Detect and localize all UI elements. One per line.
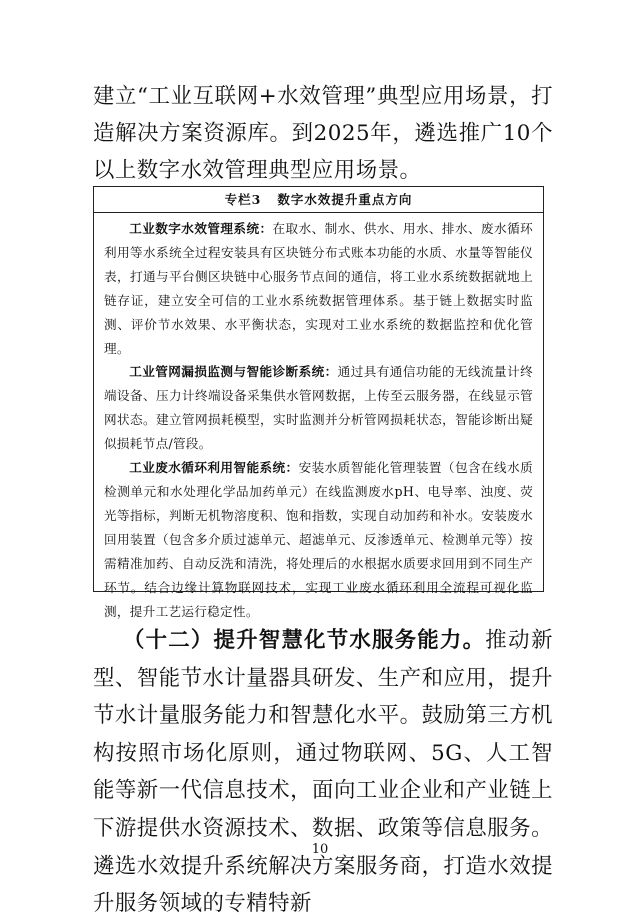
box-item-heading: 工业管网漏损监测与智能诊断系统： <box>129 364 338 380</box>
box-body <box>94 213 543 623</box>
box-item-text: 在取水、制水、供水、用水、排水、废水循环利用等水系统全过程安装具有区块链分布式账本功能的水质、水量等智能仪表，打通与平台侧区块链中心服务节点间的通信，将工业水系统数据就地上链存证，建立安全可信的工业水系统数据管理体系。基于链上数据实时监测、评价节水效果、水平衡状态，实现对工业水系统的数据监控和优化管理。 <box>104 221 533 356</box>
box-item-wastewater-recycling <box>104 456 533 623</box>
section-text: 推动新型、智能节水计量器具研发、生产和应用，提升节水计量服务能力和智慧化水平。鼓励第三方机构按照市场化原则，通过物联网、5G、人工智能等新一代信息技术，面向工业企业和产业链上下游提供水资源技术、数据、政策等信息服务。遴选水效提升系统解决方案服务商，打造水效提升服务领域的专精特新 <box>93 628 553 917</box>
box-item-leak-monitoring <box>104 360 533 456</box>
feature-box <box>93 186 544 619</box>
section-heading: （十二）提升智慧化节水服务能力。 <box>122 628 486 653</box>
section-paragraph <box>93 622 553 923</box>
box-title: 专栏3 数字水效提升重点方向 <box>94 187 543 213</box>
page-number: 10 <box>311 842 329 857</box>
lead-paragraph: 建立“工业互联网+水效管理”典型应用场景，打造解决方案资源库。到2025年，遴选推广10个以上数字水效管理典型应用场景。 <box>93 84 553 183</box>
box-item-heading: 工业数字水效管理系统： <box>129 221 273 236</box>
box-item-text: 通过具有通信功能的无线流量计终端设备、压力计终端设备采集供水管网数据，上传至云服务器，在线显示管网状态。建立管网损耗模型，实时监测并分析管网损耗状态，智能诊断出疑似损耗节点/管段。 <box>104 364 533 452</box>
box-item-text: 安装水质智能化管理装置（包含在线水质检测单元和水处理化学品加药单元）在线监测废水pH、电导率、浊度、荧光等指标，判断无机物溶度积、饱和指数，实现自动加药和补水。安装废水回用装置（包含多介质过滤单元、超滤单元、反渗透单元、检测单元等）按需精准加药、自动反洗和清洗，将处理后的水根据水质要求回用到不同生产环节。结合边缘计算物联网技术，实现工业废水循环利用全流程可视化监测，提升工艺运行稳定性。 <box>104 460 534 619</box>
box-item-digital-water-system <box>104 217 533 360</box>
box-item-heading: 工业废水循环利用智能系统： <box>129 460 299 476</box>
